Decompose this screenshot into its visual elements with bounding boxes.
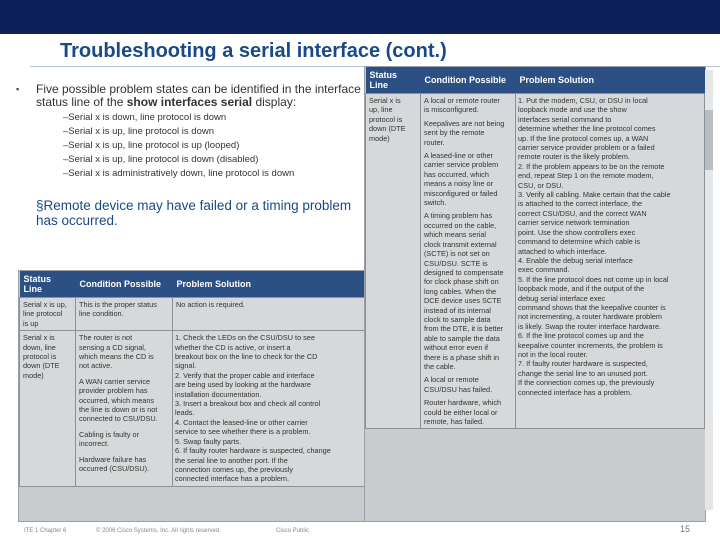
list-item: –Serial x is up, line protocol is down (disabled): [63, 154, 259, 165]
slide-title: Troubleshooting a serial interface (cont.): [60, 40, 447, 62]
left-troubleshooting-table: [18, 270, 367, 522]
status-cell: Serial x is up, line protocol is up: [20, 298, 76, 331]
bullet-text-post: display:: [252, 95, 297, 109]
list-item: –Serial x is up, line protocol is up (looped): [63, 140, 240, 151]
table-row: [366, 94, 705, 429]
footer-course: ITE 1 Chapter 6: [24, 528, 67, 534]
bullet-text: [36, 83, 370, 109]
bullet-text-bold: show interfaces serial: [126, 95, 253, 109]
footer-classification: Cisco Public: [276, 528, 310, 534]
remote-device-note: §Remote device may have failed or a timing problem has occurred.: [36, 198, 352, 228]
table-row: [20, 331, 366, 487]
bullet-text-pre: Five possible problem states can be identified in the interface status line of the: [36, 82, 361, 109]
list-item: –Serial x is down, line protocol is down: [63, 112, 227, 123]
header-status-line: Status Line: [20, 271, 76, 298]
status-states-list: [63, 111, 294, 181]
top-banner: [0, 0, 720, 34]
page-number: 15: [680, 524, 691, 534]
list-item: –Serial x is up, line protocol is down: [63, 126, 215, 137]
side-scroll-thumb: [705, 110, 713, 170]
status-cell: Serial x is down, line protocol is down (DTE mode): [20, 331, 76, 487]
footer-copyright: © 2006 Cisco Systems, Inc. All rights reserved.: [96, 528, 221, 534]
square-bullet-icon: ▪: [16, 84, 20, 94]
condition-cell: This is the proper status line condition.: [76, 298, 173, 331]
list-item: –Serial x is administratively down, line protocol is down: [63, 168, 295, 179]
header-solution: Problem Solution: [173, 271, 366, 298]
condition-cell: A local or remote router is misconfigured. Keepalives are not being sent by the remote router. A leased-line or other carrier service problem has occurred, which means a noisy line or misconfigured or failed switch. A timing problem has occurred on the cable, which means serial clock transmit external (SCTE) is not set on CSU/DSU. SCTE is designed to compensate for clock phase shift on long cables. When the DCE device uses SCTE instead of its internal clock to sample data from the DTE, it is better able to sample the data without error even if there is a phase shift in the cable. A local or remote CSU/DSU has failed. Router hardware, which could be either local or remote, has failed.: [421, 94, 516, 429]
status-cell: Serial x is up, line protocol is down (DTE mode): [366, 94, 421, 429]
header-solution: Problem Solution: [516, 67, 705, 94]
header-condition: Condition Possible: [76, 271, 173, 298]
condition-cell: The router is not sensing a CD signal, which means the CD is not active. A WAN carrier service provider problem has occurred, which means the line is down or is not connected to CSU/DSU. Cabling is faulty or incorrect. Hardware failure has occurred (CSU/DSU).: [76, 331, 173, 487]
right-troubleshooting-table: [364, 66, 706, 522]
solution-cell: 1. Put the modem, CSU, or DSU in local loopback mode and use the show interfaces serial command to determine whether the line protocol comes up. If the line protocol comes up, a WAN carrier service provider problem or a failed remote router is the likely problem. 2. If the problem appears to be on the remote end, repeat Step 1 on the remote modem, CSU, or DSU. 3. Verify all cabling. Make certain that the cable is attached to the correct interface, the correct CSU/DSU, and the correct WAN carrier service network termination point. Use the show controllers exec command to determine which cable is attached to which interface. 4. Enable the debug serial interface exec command. 5. If the line protocol does not come up in local loopback mode, and if the output of the debug serial interface exec command shows that the keepalive counter is not incrementing, a router hardware problem is likely. Swap the router interface hardware. 6. If the line protocol comes up and the keepalive counter increments, the problem is not in the local router. 7. If faulty router hardware is suspected, change the serial line to an unused port. If the connection comes up, the previously connected interface has a problem.: [516, 94, 705, 429]
header-condition: Condition Possible: [421, 67, 516, 94]
solution-cell: 1. Check the LEDs on the CSU/DSU to see whether the CD is active, or insert a breakout box on the line to check for the CD signal. 2. Verify that the proper cable and interface are being used by looking at the hardware installation documentation. 3. Insert a breakout box and check all control leads. 4. Contact the leased-line or other carrier service to see whether there is a problem. 5. Swap faulty parts. 6. If faulty router hardware is suspected, change the serial line to another port. If the connection comes up, the previously connected interface has a problem.: [173, 331, 366, 487]
header-status-line: Status Line: [366, 67, 421, 94]
solution-cell: No action is required.: [173, 298, 366, 331]
table-row: [20, 298, 366, 331]
